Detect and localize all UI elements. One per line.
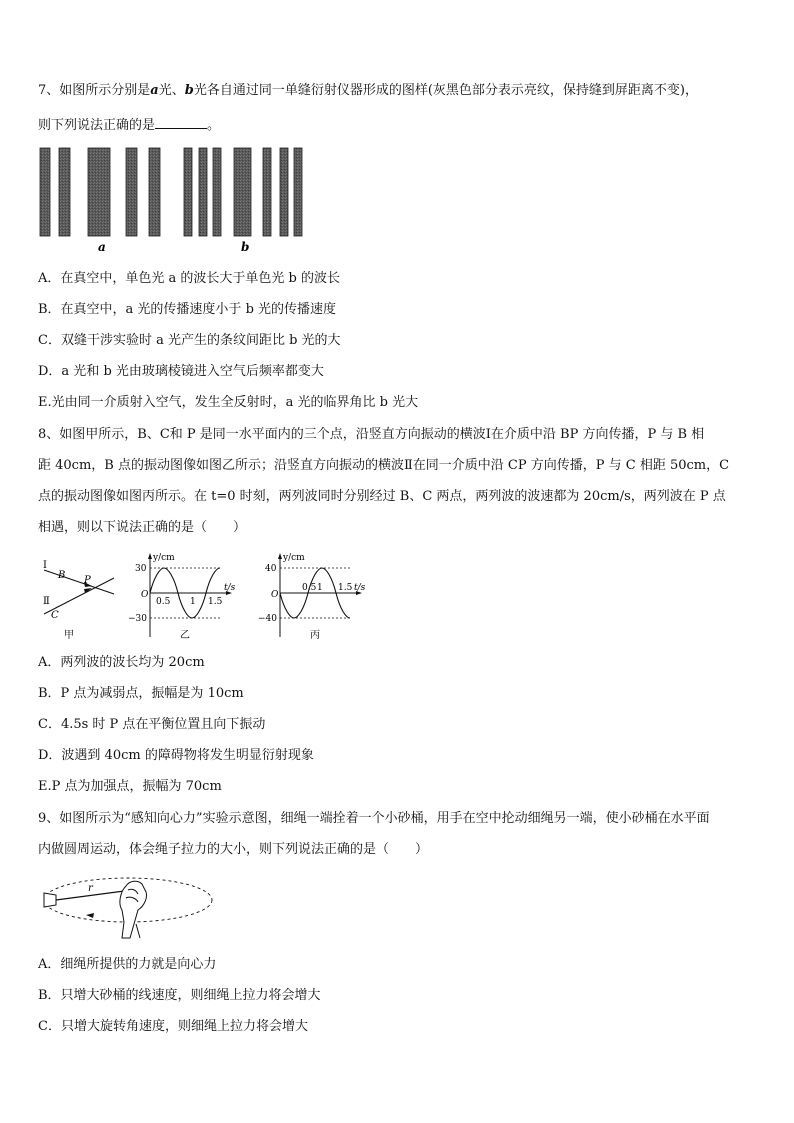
q9-centripetal-figure: [38, 870, 218, 942]
q8-stem-line1: 8、如图甲所示，B、C和 P 是同一水平面内的三个点，沿竖直方向振动的横波Ⅰ在介质中沿 BP 方向传播，P 与 B 相: [38, 427, 705, 442]
q7-stem-line1: [38, 82, 698, 100]
arrow-head: [84, 588, 92, 593]
answer-blank: [155, 116, 207, 129]
q8-option-d[interactable]: D．波遇到 40cm 的障碍物将发生明显衍射现象: [38, 748, 314, 763]
ylabel: y/cm: [153, 553, 175, 563]
caption-yi: 乙: [180, 630, 190, 641]
label-I: Ⅰ: [43, 560, 47, 571]
fringe: [280, 148, 288, 236]
q7-option-a[interactable]: A．在真空中，单色光 a 的波长大于单色光 b 的波长: [38, 271, 340, 286]
x-tick: 1.5: [338, 583, 353, 593]
x-tick: 1: [190, 597, 196, 607]
q8-figure-jia: [38, 556, 120, 644]
x-tick: 1: [317, 583, 323, 593]
fringe: [263, 148, 271, 236]
q7-stem-part: 光各自通过同一单缝衍射仪器形成的图样(灰黑色部分表示亮纹，保持缝到屏距离不变)，: [193, 83, 698, 98]
q8-figure-bing: [254, 549, 378, 644]
q8-stem-line4: 相遇，则以下说法正确的是（ ）: [38, 520, 247, 535]
caption-jia: 甲: [64, 630, 74, 641]
fringe: [199, 148, 207, 236]
y-tick-min: −40: [258, 614, 277, 624]
q8-figure-yi: [124, 549, 248, 644]
fringe: [126, 148, 137, 236]
origin: O: [271, 590, 279, 600]
y-tick-max: 30: [135, 564, 147, 574]
xlabel: t/s: [354, 583, 366, 593]
x-tick: 1.5: [208, 597, 223, 607]
label-C: C: [51, 610, 59, 621]
origin: O: [141, 590, 149, 600]
pattern-b-fringes: [184, 148, 302, 236]
q7-option-d[interactable]: D．a 光和 b 光由玻璃棱镜进入空气后频率都变大: [38, 364, 324, 379]
q7-diffraction-figure: [36, 144, 316, 256]
label-r: r: [88, 883, 93, 894]
q8-option-e[interactable]: E.P 点为加强点，振幅为 70cm: [38, 779, 222, 794]
fringe: [184, 148, 192, 236]
fringe: [88, 148, 110, 236]
xlabel: t/s: [224, 583, 236, 593]
q9-stem-line2: 内做圆周运动，体会绳子拉力的大小，则下列说法正确的是（ ）: [38, 842, 429, 857]
y-axis-arrow: [278, 553, 282, 559]
q9-option-c[interactable]: C．只增大旋转角速度，则细绳上拉力将会增大: [38, 1019, 308, 1034]
fringe: [149, 148, 160, 236]
x-tick: 0.5: [156, 597, 171, 607]
q9-stem-line1: 9、如图所示为“感知向心力”实验示意图，细绳一端拴着一个小砂桶，用手在空中抡动细绳另一端，使小砂桶在水平面: [38, 811, 710, 826]
q8-stem-line3: 点的振动图像如图丙所示。在 t=0 时刻，两列波同时分别经过 B、C 两点，两列波的波速都为 20cm/s，两列波在 P 点: [38, 489, 726, 504]
pattern-a-fringes: [40, 148, 160, 236]
fringe: [59, 148, 70, 236]
q8-option-a[interactable]: A．两列波的波长均为 20cm: [38, 655, 205, 670]
q8-stem-line2: 距 40cm，B 点的振动图像如图乙所示；沿竖直方向振动的横波Ⅱ在同一介质中沿 CP 方向传播，P 与 C 相距 50cm，C: [38, 458, 730, 473]
q7-stem-part: 则下列说法正确的是: [38, 118, 156, 133]
ylabel: y/cm: [283, 553, 305, 563]
q7-stem-part: 光、: [158, 83, 185, 98]
label-II: Ⅱ: [43, 596, 50, 607]
caption-bing: 丙: [310, 630, 320, 641]
q9-option-b[interactable]: B．只增大砂桶的线速度，则细绳上拉力将会增大: [38, 988, 321, 1003]
q7-stem-line2: [38, 116, 220, 135]
fringe: [40, 148, 50, 236]
fringe: [294, 148, 302, 236]
q8-option-c[interactable]: C．4.5s 时 P 点在平衡位置且向下振动: [38, 717, 266, 732]
q7-stem-part: 7、如图所示分别是: [38, 83, 151, 98]
wave-II-path: [44, 578, 114, 614]
fringe: [234, 148, 251, 236]
x-tick: 0.5: [302, 583, 317, 593]
q7-option-b[interactable]: B．在真空中，a 光的传播速度小于 b 光的传播速度: [38, 302, 337, 317]
figure-label-a: a: [98, 240, 106, 254]
q7-option-c[interactable]: C．双缝干涉实验时 a 光产生的条纹间距比 b 光的大: [38, 333, 341, 348]
figure-label-b: b: [241, 240, 250, 254]
q8-option-b[interactable]: B．P 点为减弱点，振幅是为 10cm: [38, 686, 244, 701]
q7-option-e[interactable]: E.光由同一介质射入空气，发生全反射时，a 光的临界角比 b 光大: [38, 395, 419, 410]
label-P: P: [84, 575, 91, 586]
q9-option-a[interactable]: A．细绳所提供的力就是向心力: [38, 957, 217, 972]
y-tick-max: 40: [265, 564, 277, 574]
hand: [120, 881, 147, 938]
q7-var-a: a: [150, 83, 159, 98]
label-B: B: [58, 570, 66, 581]
wave-I-path: [44, 570, 114, 594]
y-axis-arrow: [148, 553, 152, 559]
q7-stem-part: 。: [207, 118, 221, 133]
sand-bucket: [44, 893, 56, 907]
motion-arrow: [86, 913, 94, 918]
fringe: [213, 148, 221, 236]
q7-var-b: b: [184, 83, 194, 98]
y-tick-min: −30: [128, 614, 147, 624]
